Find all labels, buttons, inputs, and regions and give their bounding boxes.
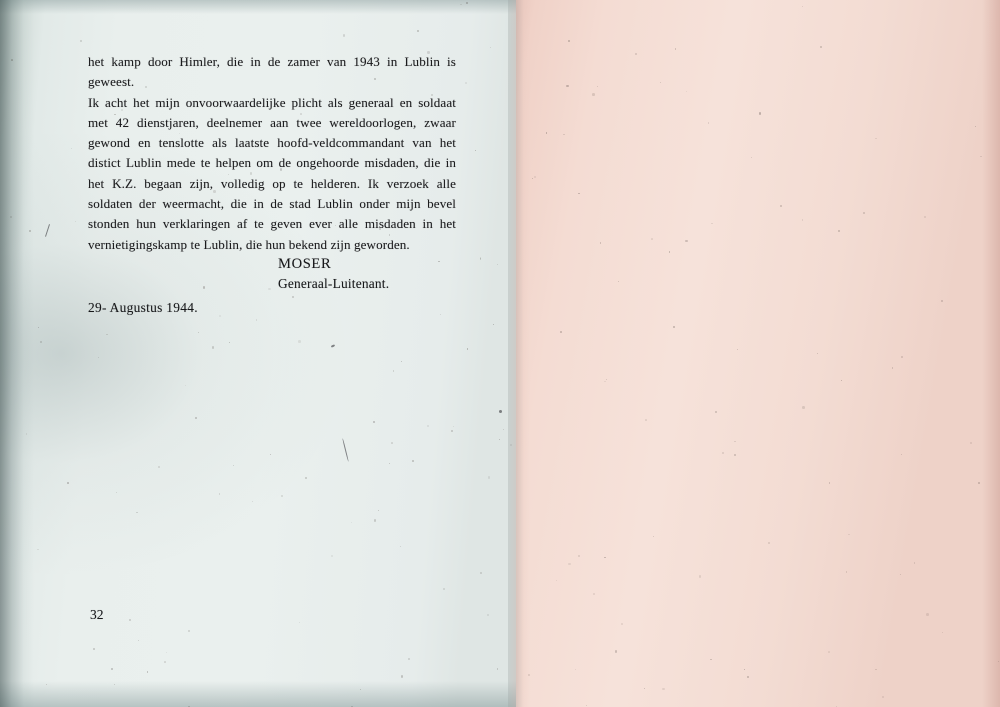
right-page: [516, 0, 1000, 707]
pen-mark: [499, 410, 502, 413]
signature-rank: Generaal-Luitenant.: [278, 276, 390, 291]
left-page-bottom-edge-shadow: [0, 681, 516, 707]
spine-shadow: [0, 0, 34, 707]
right-page-outer-edge-shadow: [982, 0, 1000, 707]
dateline: 29- Augustus 1944.: [88, 300, 198, 315]
paragraph-1: het kamp door Himler, die in de zamer van 1943 in Lublin is geweest.: [88, 54, 456, 90]
left-page-top-edge-shadow: [0, 0, 516, 14]
signature-block: [278, 255, 389, 293]
page-gutter: [508, 0, 530, 707]
signature-name: MOSER: [278, 256, 332, 272]
pen-mark: [342, 438, 349, 462]
body-text: [88, 52, 456, 255]
pen-mark: [45, 224, 50, 237]
paragraph-2: Ik acht het mijn onvoorwaardelijke plicht als generaal en soldaat met 42 dienstjaren, deelnemer aan twee wereldoorlogen, zwaar gewond en tenslotte als laatste hoofd-veldcommandant van het distict Lublin mede te helpen om de ongehoorde misdaden, die in het K.Z. begaan zijn, volledig op te helderen. Ik verzoek alle soldaten der weermacht, die in de stad Lublin onder mijn bevel stonden hun verklaringen af te geven ever alle misdaden in het vernietigingskamp te Lublin, die hun bekend zijn geworden.: [88, 94, 456, 252]
pen-mark: [331, 344, 336, 348]
page-number: 32: [90, 607, 104, 622]
